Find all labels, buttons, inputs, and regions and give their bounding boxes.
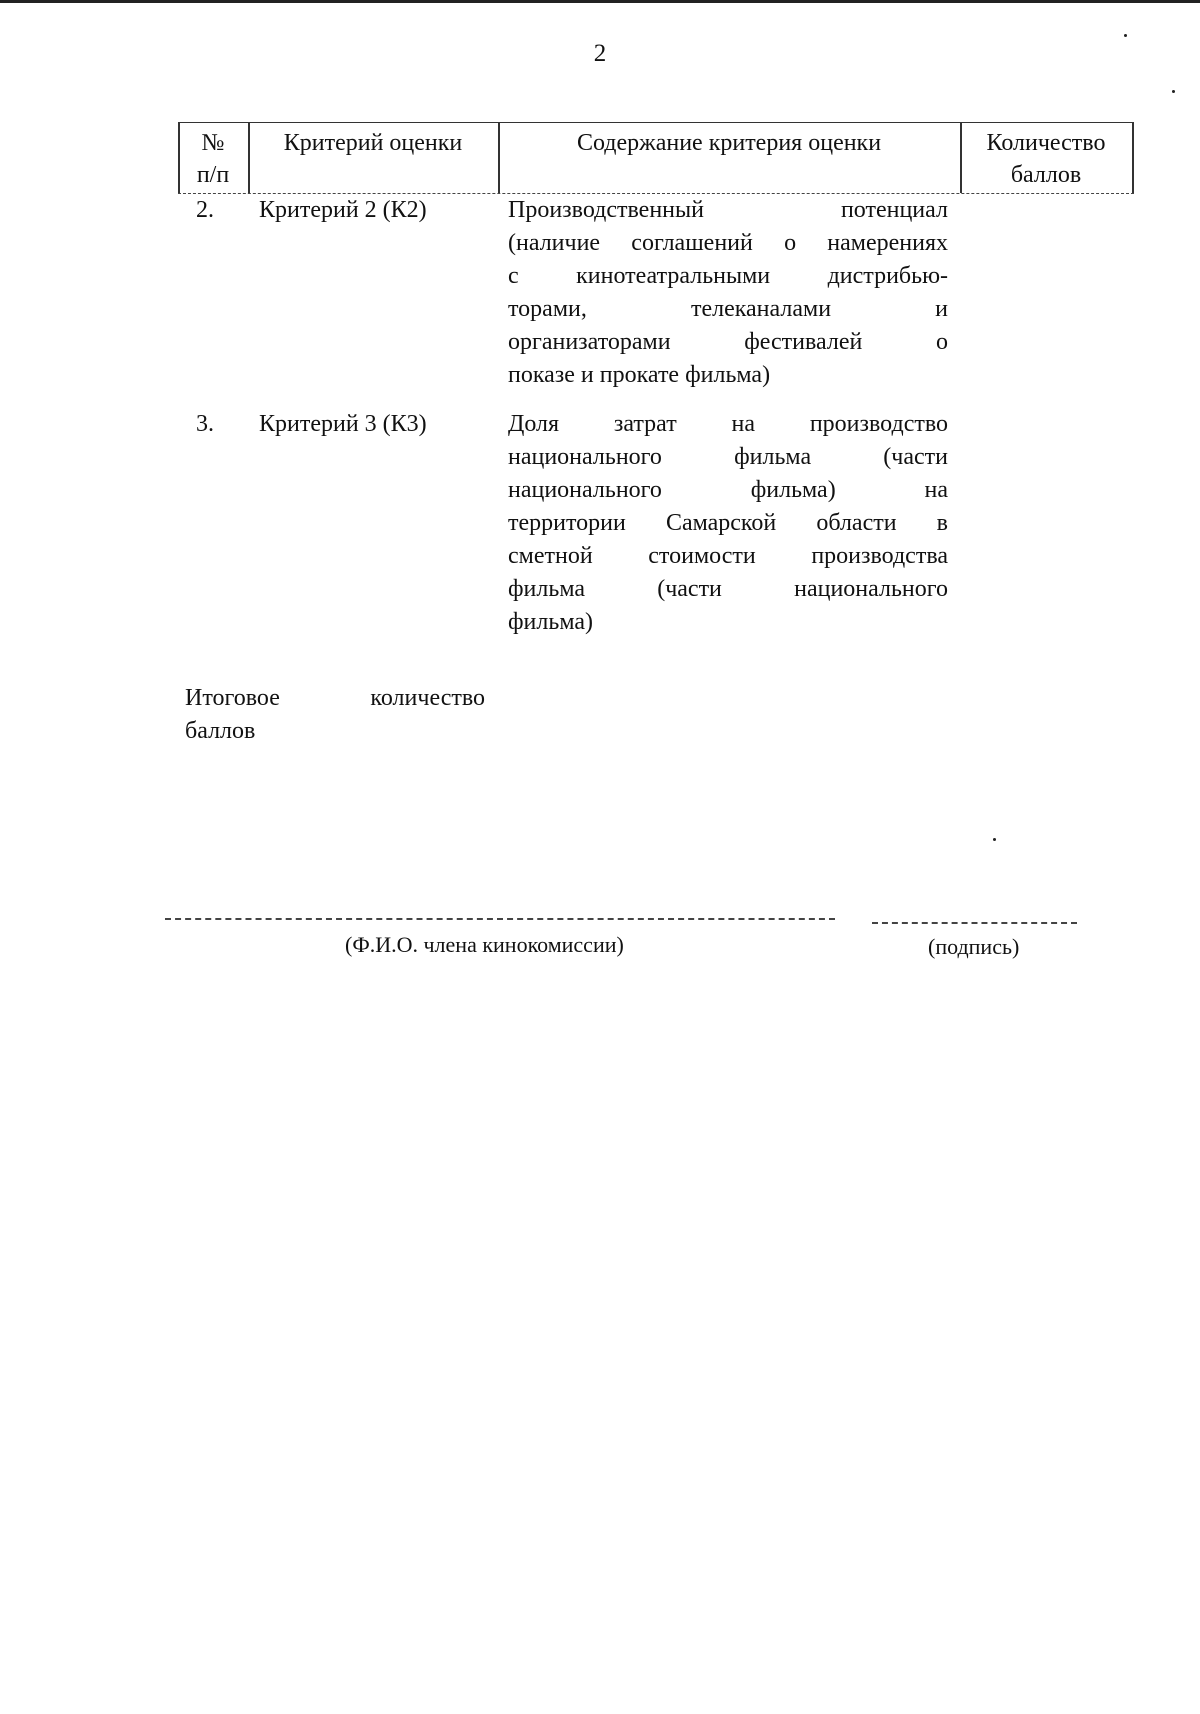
row-number: 3.: [196, 411, 214, 437]
total-word: баллов: [185, 718, 256, 744]
content-line: организаторами фестивалей о: [508, 329, 948, 355]
header-num-line2: п/п: [196, 162, 230, 188]
scan-speck: [1124, 34, 1127, 37]
content-line: (наличие соглашений о намерениях: [508, 230, 948, 256]
row-number: 2.: [196, 197, 214, 223]
scan-speck: [1172, 90, 1175, 93]
total-word: количество: [370, 685, 485, 711]
content-line: Доля затрат на производство: [508, 411, 948, 437]
content-line: сметной стоимости производства: [508, 543, 948, 569]
row-content: [508, 408, 948, 639]
total-score-label: [185, 682, 485, 748]
sign-caption: (подпись): [928, 934, 1020, 959]
header-content: Содержание критерия оценки: [576, 130, 882, 156]
fio-caption: (Ф.И.О. члена кинокомиссии): [345, 932, 624, 957]
scan-speck: [993, 838, 996, 841]
table-header: [178, 122, 1134, 194]
page-top-edge: [0, 0, 1200, 3]
header-score-line2: баллов: [1010, 162, 1082, 188]
table-border: [1132, 123, 1134, 193]
header-criterion: Критерий оценки: [283, 130, 463, 156]
content-line: с кинотеатральными дистрибью-: [508, 263, 948, 289]
header-score-line1: Количество: [986, 130, 1106, 156]
content-line: торами, телеканалами и: [508, 296, 948, 322]
page-number: 2: [593, 40, 607, 67]
content-line: Производственный потенциал: [508, 197, 948, 223]
content-line: показе и прокате фильма): [508, 362, 771, 388]
header-score: [960, 123, 1132, 193]
content-line: национального фильма) на: [508, 477, 948, 503]
content-line: национального фильма (части: [508, 444, 948, 470]
content-line: территории Самарской области в: [508, 510, 948, 536]
row-content: [508, 194, 948, 392]
content-line: фильма (части национального: [508, 576, 948, 602]
row-criterion: Критерий 3 (К3): [259, 411, 427, 437]
content-line: фильма): [508, 609, 593, 635]
total-word: Итоговое: [185, 685, 280, 711]
row-criterion: Критерий 2 (К2): [259, 197, 427, 223]
fio-signature-line: [165, 918, 835, 920]
signature-line: [872, 922, 1077, 924]
header-num-line1: №: [201, 130, 225, 156]
header-num: [178, 123, 248, 193]
